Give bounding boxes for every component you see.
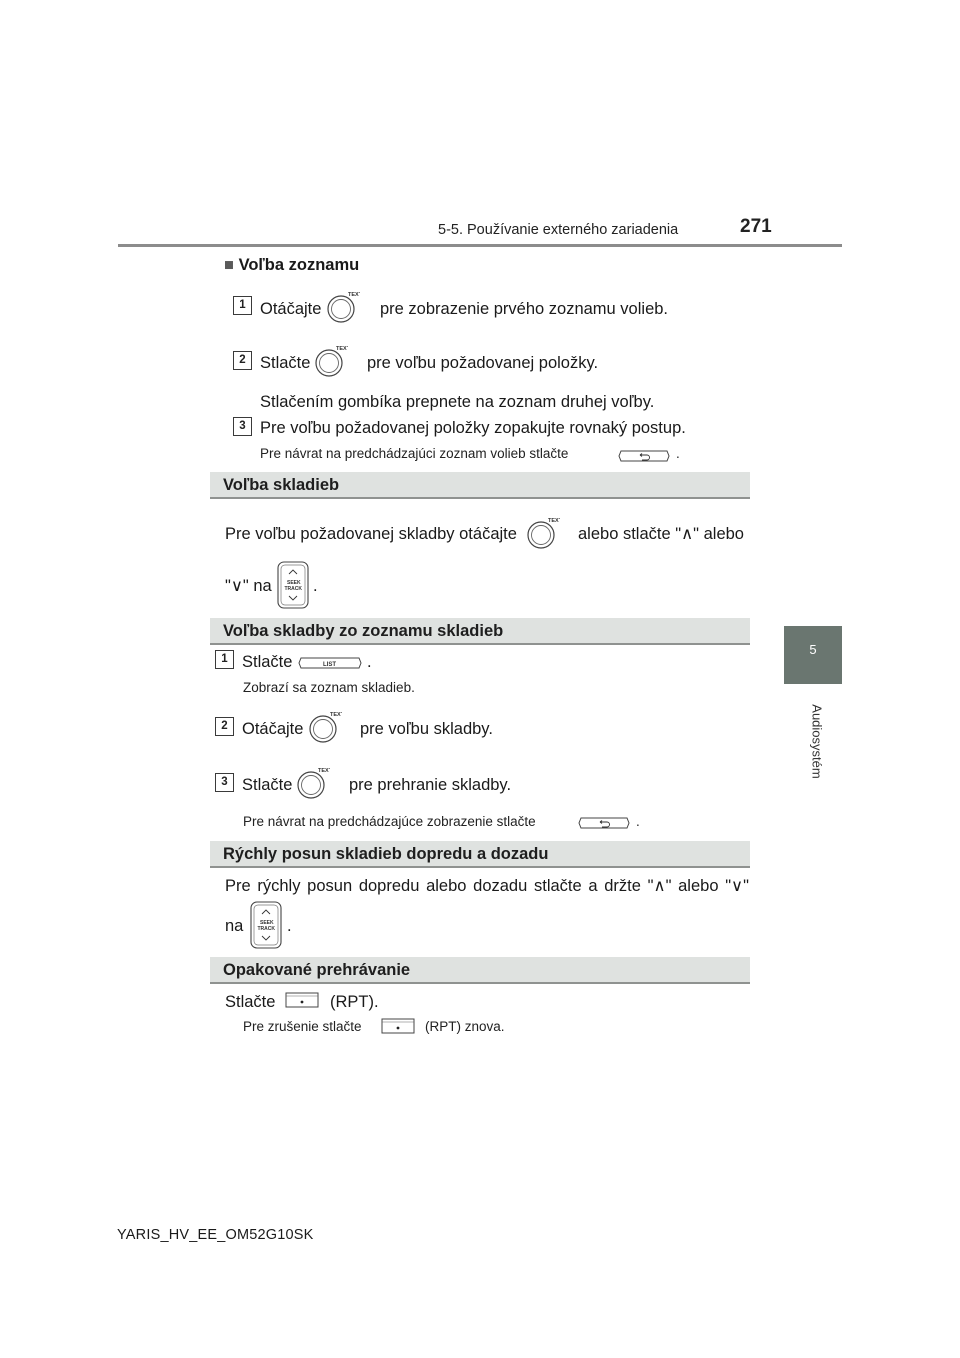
body-text: . [313,577,318,595]
text-knob-icon [526,516,560,550]
step-number: 1 [215,650,234,669]
body-text: Pre rýchly posun dopredu alebo dozadu stlačte a držte "∧" alebo "∨" [225,877,749,895]
step-text: Stlačením gombíka prepnete na zoznam druhej voľby. [260,393,655,411]
section-bar [210,472,750,499]
note-text: . [636,814,640,829]
section-title: Voľba skladby zo zoznamu skladieb [223,622,504,640]
note-text: Zobrazí sa zoznam skladieb. [243,680,415,695]
header-divider [118,244,842,247]
section-bar [210,957,750,984]
text-knob-icon [308,710,342,744]
note-text: Pre návrat na predchádzajúce zobrazenie stlačte [243,814,536,829]
rpt-button-icon [380,1017,416,1035]
back-button-icon [618,449,670,463]
document-code: YARIS_HV_EE_OM52G10SK [117,1227,314,1243]
section-bar [210,841,750,868]
step-text-post: pre voľbu skladby. [360,720,493,738]
list-selection-heading [224,255,359,275]
step-number: 2 [233,351,252,370]
step-text-pre: Stlačte [260,354,311,372]
body-text: Pre voľbu požadovanej skladby otáčajte [225,525,517,543]
chapter-tab-label: Audiosystém [809,704,825,779]
rpt-button-icon [284,991,320,1009]
note-text: (RPT) znova. [425,1019,505,1034]
section-title: Voľba skladieb [223,476,340,494]
body-text: na [225,917,244,935]
section-title: Opakované prehrávanie [223,961,411,979]
section-title: 5-5. Používanie externého zariadenia [438,222,679,238]
list-button-icon [298,656,362,670]
step-text-post: pre zobrazenie prvého zoznamu volieb. [380,300,669,318]
seek-track-icon [249,900,283,950]
step-number: 2 [215,717,234,736]
seek-track-icon [276,560,310,610]
step-text-post: . [367,653,372,671]
step-text: Pre voľbu požadovanej položky zopakujte rovnaký postup. [260,419,686,437]
text-knob-icon [326,290,360,324]
text-knob-icon [314,344,348,378]
step-text-post: pre voľbu požadovanej položky. [367,354,599,372]
body-text: Stlačte [225,993,276,1011]
body-text: . [287,917,292,935]
section-bar [210,618,750,645]
section-title: Rýchly posun skladieb dopredu a dozadu [223,845,549,863]
page-number: 271 [740,216,772,237]
step-text-pre: Stlačte [242,776,293,794]
step-text-post: pre prehranie skladby. [349,776,512,794]
list-selection-heading-text: Voľba zoznamu [238,256,360,274]
note-text: . [676,446,680,461]
square-bullet-icon: ■ [224,256,234,274]
step-number: 1 [233,296,252,315]
back-button-icon [578,816,630,830]
chapter-tab-number: 5 [809,642,817,657]
note-text: Pre zrušenie stlačte [243,1019,362,1034]
step-text-pre: Stlačte [242,653,293,671]
step-number: 3 [233,417,252,436]
step-text-pre: Otáčajte [260,300,322,318]
text-knob-icon [296,766,330,800]
body-text: "∨" na [225,577,272,595]
note-text: Pre návrat na predchádzajúci zoznam volieb stlačte [260,446,569,461]
step-text-pre: Otáčajte [242,720,304,738]
body-text: (RPT). [330,993,379,1011]
step-number: 3 [215,773,234,792]
body-text: alebo stlačte "∧" alebo [578,525,744,543]
